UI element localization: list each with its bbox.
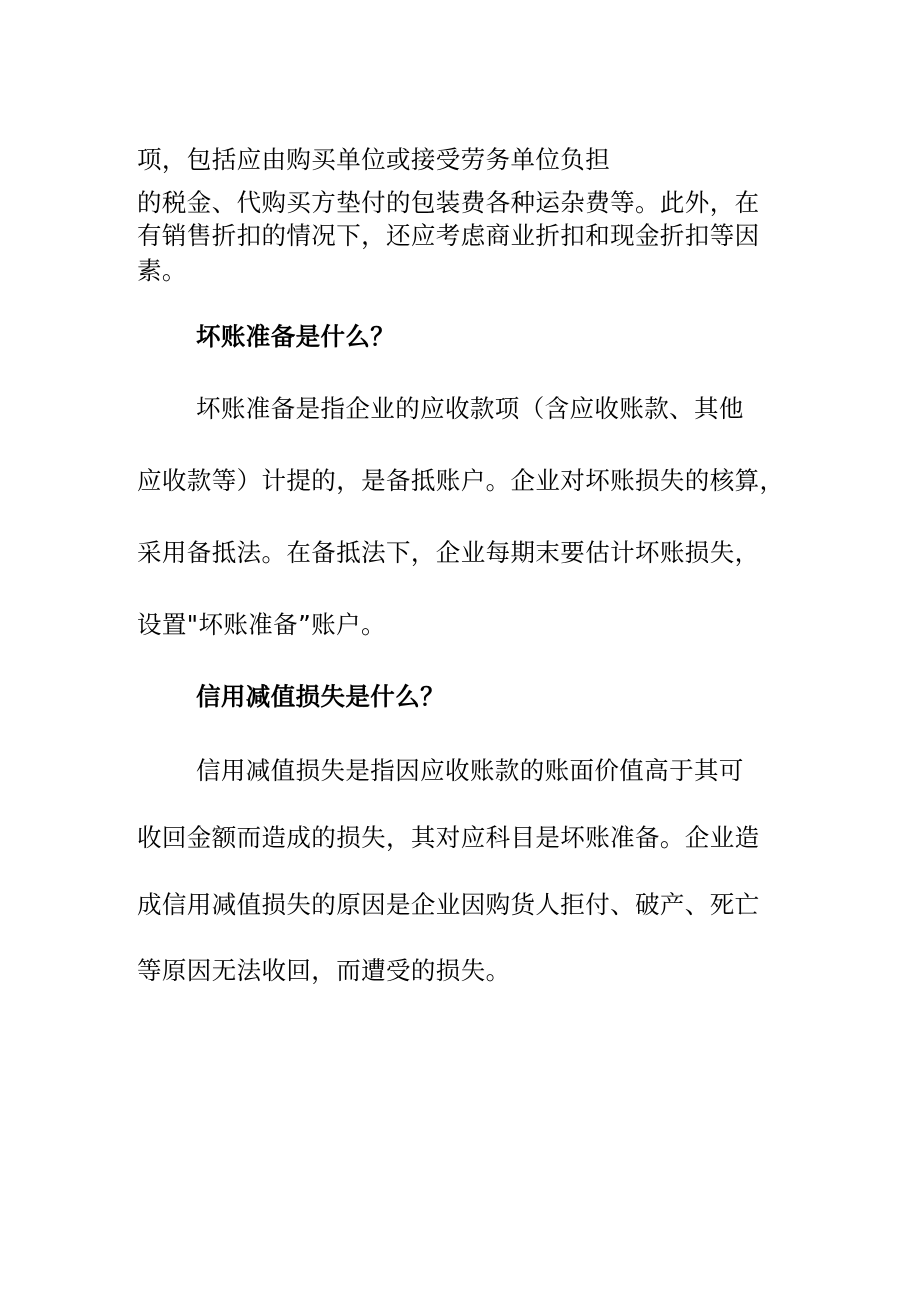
paragraph-line: 等原因无法收回，而遭受的损失。 [137, 956, 511, 985]
paragraph-line: 采用备抵法。在备抵法下，企业每期末要估计坏账损失， [137, 538, 760, 567]
section-heading-credit-impairment-loss: 信用减值损失是什么？ [196, 682, 445, 711]
paragraph-line: 坏账准备是指企业的应收款项（含应收账款、其他 [196, 394, 744, 423]
paragraph-line: 应收款等）计提的，是备抵账户。企业对坏账损失的核算， [137, 466, 785, 495]
intro-line-4: 素。 [137, 256, 187, 285]
section-heading-bad-debt-provision: 坏账准备是什么？ [196, 322, 396, 351]
paragraph-line: 信用减值损失是指因应收账款的账面价值高于其可 [196, 756, 744, 785]
intro-line-3: 有销售折扣的情况下，还应考虑商业折扣和现金折扣等因 [137, 221, 760, 250]
intro-line-2: 的税金、代购买方垫付的包装费各种运杂费等。此外，在 [137, 188, 760, 217]
paragraph-line: 收回金额而造成的损失，其对应科目是坏账准备。企业造 [137, 823, 760, 852]
paragraph-line: 设置"坏账准备”账户。 [137, 610, 386, 639]
paragraph-line: 成信用减值损失的原因是企业因购货人拒付、破产、死亡 [137, 890, 760, 919]
intro-line-1: 项，包括应由购买单位或接受劳务单位负担 [137, 145, 611, 174]
